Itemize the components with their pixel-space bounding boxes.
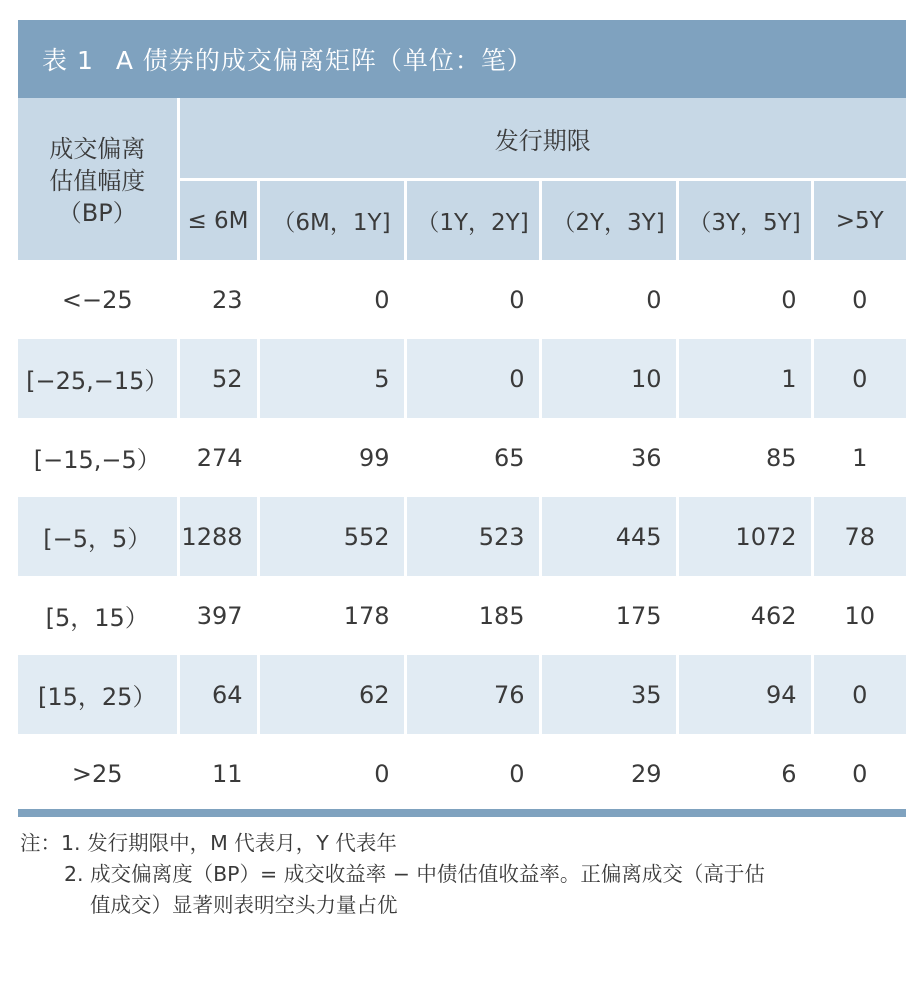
- table-cell: 185: [405, 576, 540, 655]
- column-header: >5Y: [812, 180, 906, 261]
- row-label: [5，15）: [45, 604, 149, 632]
- notes-prefix: 注：: [20, 831, 61, 855]
- table-cell: 0: [812, 260, 906, 339]
- table-cell: 397: [178, 576, 258, 655]
- row-label: [−15,−5）: [33, 446, 161, 474]
- column-header: ≤ 6M: [178, 180, 258, 261]
- table-cell: 62: [258, 655, 405, 734]
- table-cell: 175: [540, 576, 677, 655]
- table-cell: 274: [178, 418, 258, 497]
- row-label: >25: [71, 759, 123, 788]
- row-header: [18, 98, 178, 260]
- group-header-period: 发行期限: [178, 98, 906, 180]
- table-cell: 94: [677, 655, 812, 734]
- table-cell: 23: [178, 260, 258, 339]
- column-header: （2Y，3Y]: [540, 180, 677, 261]
- table-row: [18, 734, 906, 813]
- table-cell: 0: [540, 260, 677, 339]
- table-row: [18, 260, 906, 339]
- table-title-bar: [18, 20, 906, 98]
- table-cell: 1: [812, 418, 906, 497]
- table-cell: 523: [405, 497, 540, 576]
- table-cell: 0: [677, 260, 812, 339]
- table-cell: 552: [258, 497, 405, 576]
- table-cell: 85: [677, 418, 812, 497]
- note-2: 2. 成交偏离度（BP）= 成交收益率 − 中债估值收益率。正偏离成交（高于估: [64, 862, 765, 886]
- table-cell: 35: [540, 655, 677, 734]
- table-cell: 36: [540, 418, 677, 497]
- column-header: （6M，1Y]: [258, 180, 405, 261]
- row-label: [−5，5）: [18, 497, 178, 576]
- table-number: 表 1: [42, 46, 94, 75]
- table-cell: 0: [405, 260, 540, 339]
- table-cell: 52: [178, 339, 258, 418]
- row-label: [−25,−15）: [18, 339, 178, 418]
- table-row: [18, 655, 906, 734]
- table-cell: 445: [540, 497, 677, 576]
- table-cell: 99: [258, 418, 405, 497]
- table-cell: 65: [405, 418, 540, 497]
- table-cell: 0: [258, 260, 405, 339]
- table-cell: 5: [258, 339, 405, 418]
- row-label: [15，25）: [18, 655, 178, 734]
- table-cell: 78: [812, 497, 906, 576]
- table-cell: 1288: [178, 497, 258, 576]
- table-title: A 债券的成交偏离矩阵（单位：笔）: [115, 46, 533, 75]
- table-cell: 6: [677, 734, 812, 813]
- deviation-matrix-table: [18, 98, 906, 813]
- table-cell: 462: [677, 576, 812, 655]
- table-cell: 0: [258, 734, 405, 813]
- row-header-line: （BP）: [57, 199, 137, 227]
- table-cell: 29: [540, 734, 677, 813]
- row-header-line: 估值幅度: [49, 167, 146, 195]
- table-cell: 64: [178, 655, 258, 734]
- table-cell: 0: [812, 734, 906, 813]
- table-cell: 0: [405, 339, 540, 418]
- table-cell: 0: [812, 655, 906, 734]
- row-header-line: 成交偏离: [49, 135, 146, 163]
- table-cell: 10: [540, 339, 677, 418]
- column-header: （3Y，5Y]: [677, 180, 812, 261]
- table-cell: 1: [677, 339, 812, 418]
- table-cell: 76: [405, 655, 540, 734]
- table-cell: 178: [258, 576, 405, 655]
- note-1: 1. 发行期限中，M 代表月，Y 代表年: [61, 831, 397, 855]
- table-cell: 1072: [677, 497, 812, 576]
- table-bottom-rule: [18, 809, 906, 817]
- table-cell: 0: [812, 339, 906, 418]
- table-cell: 0: [405, 734, 540, 813]
- notes: [20, 828, 908, 921]
- table-row: [18, 418, 906, 497]
- table-row: [18, 339, 906, 418]
- table-cell: 11: [178, 734, 258, 813]
- table-row: [18, 497, 906, 576]
- note-2-continued: 值成交）显著则表明空头力量占优: [90, 893, 398, 917]
- row-label: <−25: [61, 285, 133, 314]
- table-cell: 10: [812, 576, 906, 655]
- column-header: （1Y，2Y]: [405, 180, 540, 261]
- table-row: [18, 576, 906, 655]
